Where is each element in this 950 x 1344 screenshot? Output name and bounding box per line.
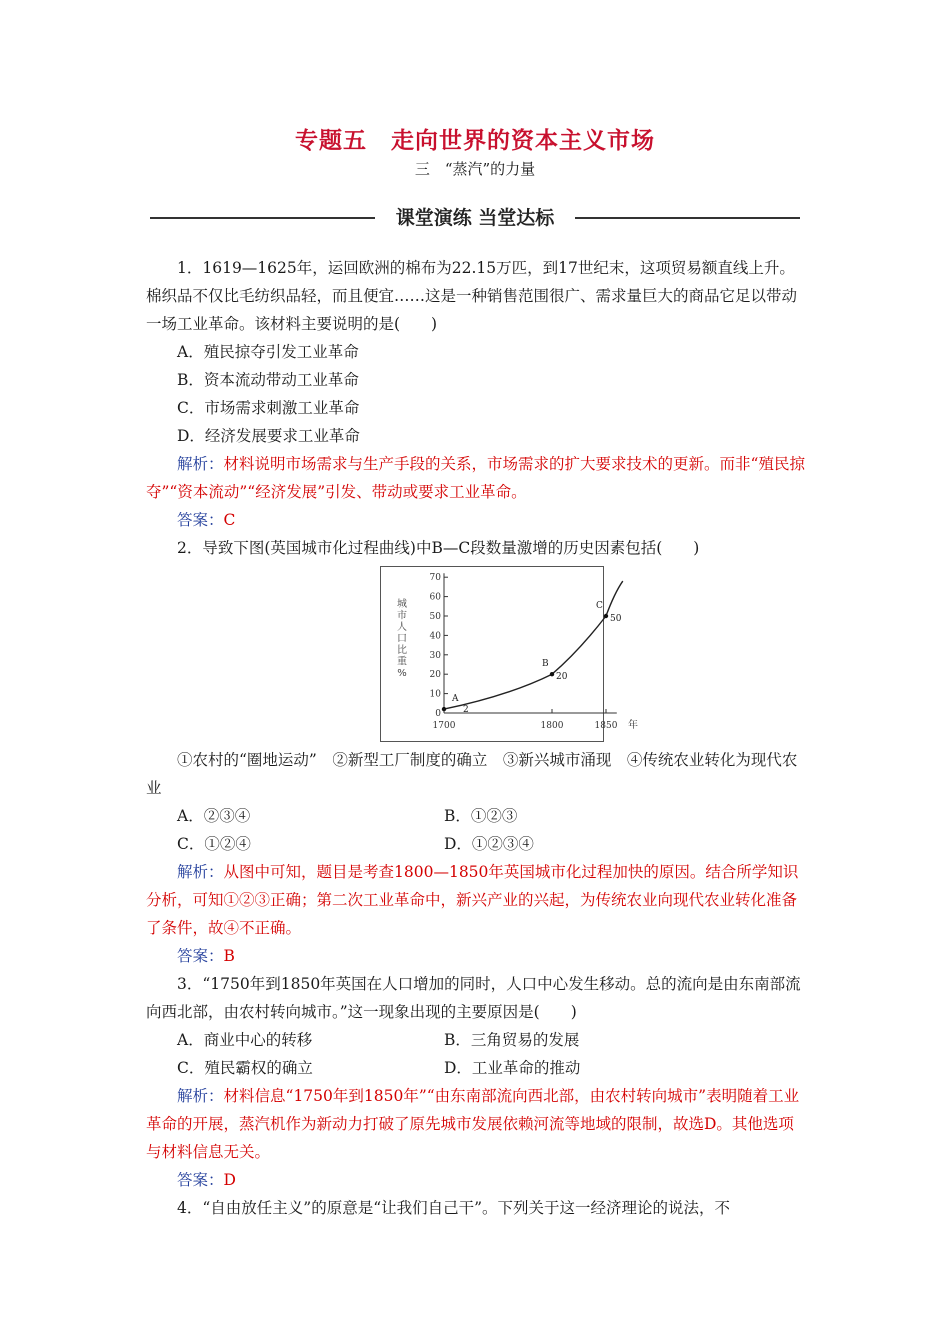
y-tick-label: 40 xyxy=(429,631,441,642)
q2-answer-label: 答案： xyxy=(177,947,224,965)
x-axis-label: 年 xyxy=(628,720,638,731)
y-axis-label-char: 口 xyxy=(397,633,407,645)
q3-analysis-text: 材料信息“1750年到1850年”“由东南部流向西北部，由农村转向城市”表明随着工业革命的开展，蒸汽机作为新动力打破了原先城市发展依赖河流等地域的限制，故选D。其他选项与材料信息无关。 xyxy=(146,1087,800,1161)
q3-answer xyxy=(177,1166,236,1194)
q3-option-b: B．三角贸易的发展 xyxy=(444,1031,580,1049)
point-label-b: B xyxy=(542,659,549,670)
section-banner xyxy=(150,203,800,231)
page-title: 专题五 走向世界的资本主义市场 xyxy=(295,128,655,154)
q2-analysis-text: 从图中可知，题目是考查1800—1850年英国城市化过程加快的原因。结合所学知识分析，可知①②③正确；第二次工业革命中，新兴产业的兴起，为传统农业向现代农业转化准备了条件，故④不正确。 xyxy=(146,863,799,937)
q1-analysis-label: 解析： xyxy=(177,455,224,473)
q1-analysis xyxy=(146,450,806,506)
banner-rule-right xyxy=(575,217,800,219)
q2-option-b: B．①②③ xyxy=(444,807,518,825)
q2-items: ①农村的“圈地运动” ②新型工厂制度的确立 ③新兴城市涌现 ④传统农业转化为现代农业 xyxy=(146,751,798,797)
x-tick-label: 1850 xyxy=(594,721,618,731)
q1-option-b: B．资本流动带动工业革命 xyxy=(177,371,359,389)
q3-option-c: C．殖民霸权的确立 xyxy=(177,1059,313,1077)
q3-option-a: A．商业中心的转移 xyxy=(177,1031,313,1049)
question-2-stem: 2．导致下图(英国城市化过程曲线)中B—C段数量激增的历史因素包括( ) xyxy=(177,539,700,557)
q2-analysis-label: 解析： xyxy=(177,863,224,881)
y-axis-label-char: 重 xyxy=(397,656,407,668)
y-tick-label: 60 xyxy=(429,592,441,603)
q2-analysis xyxy=(146,858,806,942)
q2-option-a: A．②③④ xyxy=(177,807,251,825)
q2-option-c: C．①②④ xyxy=(177,835,251,853)
question-3-stem: 3．“1750年到1850年英国在人口增加的同时，人口中心发生移动。总的流向是由东南部流向西北部，由农村转向城市。”这一现象出现的主要原因是( ) xyxy=(146,975,801,1021)
x-tick-label: 1700 xyxy=(432,721,456,731)
q1-answer xyxy=(177,506,235,534)
point-value-a: 2 xyxy=(463,705,469,716)
question-4-stem: 4．“自由放任主义”的原意是“让我们自己干”。下列关于这一经济理论的说法，不 xyxy=(177,1199,731,1217)
q2-answer xyxy=(177,942,235,970)
y-tick-label: 20 xyxy=(429,670,441,681)
data-point-b xyxy=(550,672,554,676)
y-axis-label-char: 人 xyxy=(397,622,407,633)
chart-svg xyxy=(381,567,638,741)
banner-text: 课堂演练 当堂达标 xyxy=(395,207,555,229)
point-value-b: 20 xyxy=(556,672,568,683)
q1-answer-label: 答案： xyxy=(177,511,224,529)
y-axis-label-char: 城 xyxy=(397,599,407,610)
question-1-stem: 1．1619—1625年，运回欧洲的棉布为22.15万匹，到17世纪末，这项贸易额直线上升。棉织品不仅比毛纺织品轻，而且便宜……这是一种销售范围很广、需求量巨大的商品它足以带动一场工业革命。该材料主要说明的是( ) xyxy=(146,259,798,333)
y-tick-label: 30 xyxy=(429,650,441,661)
urbanization-chart xyxy=(380,566,638,742)
q3-answer-label: 答案： xyxy=(177,1171,224,1189)
q3-analysis xyxy=(146,1082,806,1166)
section-subtitle: 三 “蒸汽”的力量 xyxy=(414,160,536,178)
y-tick-label: 0 xyxy=(435,709,441,719)
q3-option-d: D．工业革命的推动 xyxy=(444,1059,581,1077)
y-tick-label: 10 xyxy=(429,689,441,700)
y-tick-label: 50 xyxy=(429,612,441,622)
point-value-c: 50 xyxy=(610,614,622,624)
q1-answer-value: C xyxy=(223,511,236,529)
point-label-c: C xyxy=(596,601,603,611)
y-axis-label-char: 比 xyxy=(397,645,407,656)
y-axis-label-char: 市 xyxy=(397,610,407,622)
q3-analysis-label: 解析： xyxy=(177,1087,224,1105)
q2-answer-value: B xyxy=(223,947,235,965)
y-axis-label-char: % xyxy=(397,668,407,679)
q1-option-c: C．市场需求刺激工业革命 xyxy=(177,399,360,417)
q2-option-d: D．①②③④ xyxy=(444,835,534,853)
q1-analysis-text: 材料说明市场需求与生产手段的关系，市场需求的扩大要求技术的更新。而非“殖民掠夺”“资本流动”“经济发展”引发、带动或要求工业革命。 xyxy=(146,455,805,501)
q1-option-d: D．经济发展要求工业革命 xyxy=(177,427,360,445)
point-label-a: A xyxy=(452,694,459,705)
x-tick-label: 1800 xyxy=(540,721,564,731)
data-point-a xyxy=(442,707,446,711)
y-tick-label: 70 xyxy=(429,573,441,584)
q1-option-a: A．殖民掠夺引发工业革命 xyxy=(177,343,359,361)
data-point-c xyxy=(604,614,608,618)
q3-answer-value: D xyxy=(223,1171,236,1189)
